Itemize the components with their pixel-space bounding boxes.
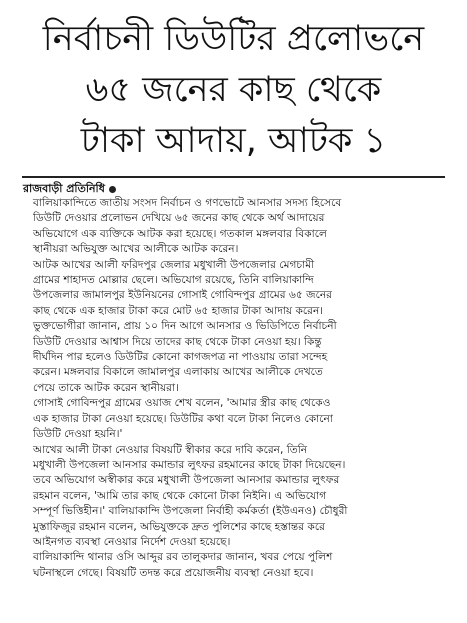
article-line: আটক আখের আলী ফরিদপুর জেলার মধুখালী উপজেলার মেগচামী	[33, 258, 315, 271]
headline	[0, 0, 467, 167]
article-paragraph	[23, 258, 447, 320]
article-line: উপজেলার জামালপুর ইউনিয়নের গোসাই গোবিন্দপুর গ্রামের ৬৫ জনের	[33, 289, 332, 302]
article-line: ডিউটি দেওয়া হয়নি।'	[33, 428, 123, 441]
article-line: ভুক্তভোগীরা জানান, প্রায় ১০ দিন আগে আনসার ও ভিডিপিতে নির্বাচনী	[33, 320, 337, 333]
article-line: গ্রামের শাহাদত মোল্লার ছেলে। অভিযোগ রয়েছে, তিনি বালিয়াকান্দি	[33, 274, 314, 287]
article-line: মুস্তাফিজুর রহমান বলেন, অভিযুক্তকে দ্রুত পুলিশের কাছে হস্তান্তর করে	[33, 520, 325, 533]
headline-line-3: টাকা আদায়, আটক ১	[80, 121, 387, 161]
article-line: তবে অভিযোগ অস্বীকার করে মধুখালী উপজেলা আনসার কমান্ডার লুৎফর	[33, 474, 340, 487]
article-line: রহমান বলেন, 'আমি তার কাছ থেকে কোনো টাকা নিইনি। এ অভিযোগ	[33, 489, 327, 502]
article-paragraph	[23, 443, 447, 551]
article-body	[23, 196, 447, 581]
article-line: কাছ থেকে এক হাজার টাকা করে মোট ৬৫ হাজার টাকা আদায় করেন।	[33, 304, 324, 317]
article-line: আইনগত ব্যবস্থা নেওয়ার নির্দেশ দেওয়া হয়েছে।	[33, 535, 231, 548]
article-line: এক হাজার টাকা নেওয়া হয়েছে। ডিউটির কথা বলে টাকা নিলেও কোনো	[33, 412, 333, 425]
article-line: ডিউটি দেওয়ার আশ্বাস দিয়ে তাদের কাছ থেকে টাকা নেওয়া হয়। কিন্তু	[33, 335, 322, 348]
article-line: মধুখালী উপজেলা আনসার কমান্ডার লুৎফর রহমানের কাছে টাকা দিয়েছেন।	[33, 458, 346, 471]
article-paragraph	[23, 319, 447, 396]
article-line: ডিউটি দেওয়ার প্রলোভন দেখিয়ে ৬৫ জনের কাছ থেকে অর্থ আদায়ের	[33, 212, 325, 225]
article-line: সম্পূর্ণ ভিত্তিহীন।' বালিয়াকান্দি উপজেলা নির্বাহী কর্মকর্তা (ইউএনও) চৌধুরী	[33, 505, 348, 518]
article-paragraph	[23, 396, 447, 442]
article-line: স্থানীয়রা অভিযুক্ত আখের আলীকে আটক করেন।	[33, 243, 239, 256]
headline-divider	[22, 176, 445, 178]
article-line: দীর্ঘদিন পার হলেও ডিউটির কোনো কাগজপত্র না পাওয়ায় তারা সন্দেহ	[33, 351, 328, 364]
article-line: বালিয়াকান্দিতে জাতীয় সংসদ নির্বাচন ও গণভোটে আনসার সদস্য হিসেবে	[33, 197, 342, 209]
article-line: করেন। মঙ্গলবার বিকালে জামালপুর এলাকায় আখের আলীকে দেখতে	[33, 366, 323, 379]
article-paragraph	[23, 550, 447, 581]
article-line: পেয়ে তাকে আটক করেন স্থানীয়রা।	[33, 381, 179, 394]
article-line: বালিয়াকান্দি থানার ওসি আব্দুর রব তালুকদার জানান, খবর পেয়ে পুলিশ	[33, 551, 333, 564]
article-line: গোসাই গোবিন্দপুর গ্রামের ওয়াজ শেখ বলেন, 'আমার স্ত্রীর কাছ থেকেও	[33, 397, 331, 410]
article-line: অভিযোগে এক ব্যক্তিকে আটক করা হয়েছে। গতকাল মঙ্গলবার বিকালে	[33, 227, 327, 240]
byline	[23, 181, 116, 196]
headline-line-1: নির্বাচনী ডিউটির প্রলোভনে	[42, 19, 425, 59]
headline-line-2: ৬৫ জনের কাছ থেকে	[85, 70, 382, 110]
article-line: ঘটনাস্থলে গেছে। বিষয়টি তদন্ত করে প্রয়োজনীয় ব্যবস্থা নেওয়া হবে।	[33, 566, 314, 579]
article-line: আখের আলী টাকা নেওয়ার বিষয়টি স্বীকার করে দাবি করেন, তিনি	[33, 443, 308, 456]
article-paragraph	[23, 196, 447, 258]
bullet-icon	[109, 186, 116, 193]
byline-text: রাজবাড়ী প্রতিনিধি	[23, 182, 105, 195]
